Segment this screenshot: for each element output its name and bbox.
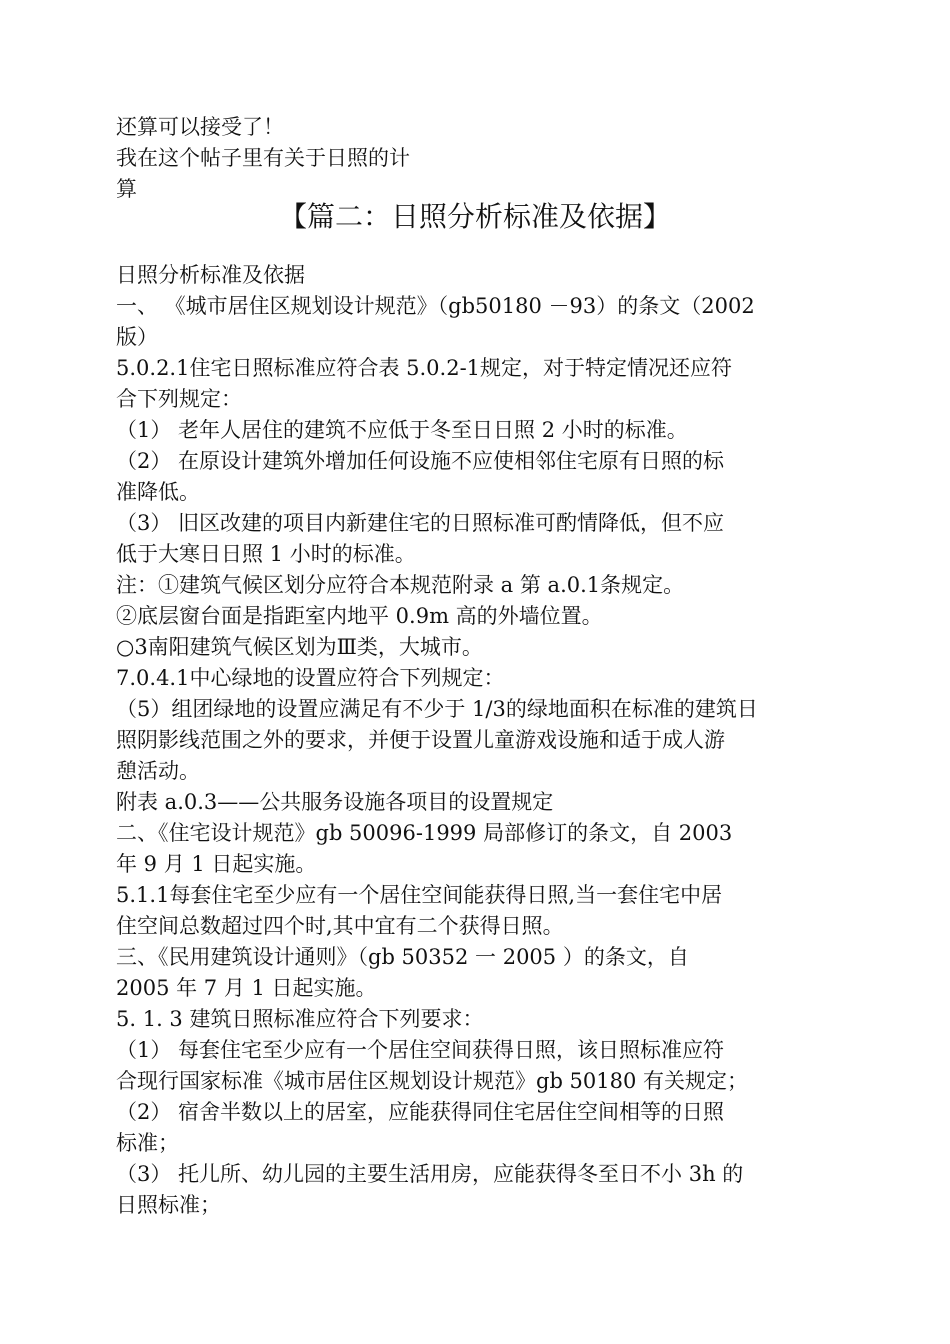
body-line: 注：①建筑气候区划分应符合本规范附录 a 第 a.0.1条规定。 (116, 573, 685, 597)
body-line: 二、《住宅设计规范》gb 50096-1999 局部修订的条文，自 2003 (116, 821, 733, 845)
body-line: 日照标准； (116, 1193, 221, 1217)
body-line: 准降低。 (116, 480, 200, 504)
body-line: 憩活动。 (116, 759, 200, 783)
intro-line-2: 我在这个帖子里有关于日照的计 (116, 146, 410, 170)
body-line: 低于大寒日日照 1 小时的标准。 (116, 542, 416, 566)
body-line: 合下列规定： (116, 387, 242, 411)
body-line: （1） 每套住宅至少应有一个居住空间获得日照，该日照标准应符 (116, 1038, 725, 1062)
body-line: 5.0.2.1住宅日照标准应符合表 5.0.2-1规定，对于特定情况还应符 (116, 356, 733, 380)
body-line: （5）组团绿地的设置应满足有不少于 1/3的绿地面积在标准的建筑日 (116, 697, 758, 721)
body-line: （2） 宿舍半数以上的居室，应能获得同住宅居住空间相等的日照 (116, 1100, 725, 1124)
body-line: 标准； (116, 1131, 179, 1155)
body-line: 住空间总数超过四个时,其中宜有二个获得日照。 (116, 914, 564, 938)
body-line: 附表 a.0.3——公共服务设施各项目的设置规定 (116, 790, 554, 814)
body-line: 三、《民用建筑设计通则》（gb 50352 一 2005 ）的条文，自 (116, 945, 689, 969)
body-line: （3） 旧区改建的项目内新建住宅的日照标准可酌情降低，但不应 (116, 511, 725, 535)
body-line: 版） (116, 325, 158, 349)
body-line: 合现行国家标准《城市居住区规划设计规范》gb 50180 有关规定； (116, 1069, 749, 1093)
intro-line-3: 算 (116, 177, 137, 201)
body-line: ②底层窗台面是指距室内地平 0.9m 高的外墙位置。 (116, 604, 603, 628)
section-title: 【篇二：日照分析标准及依据】 (278, 200, 671, 233)
body-line: 5. 1. 3 建筑日照标准应符合下列要求： (116, 1007, 484, 1031)
body-line: 5.1.1每套住宅至少应有一个居住空间能获得日照,当一套住宅中居 (116, 883, 723, 907)
body-line: （3） 托儿所、幼儿园的主要生活用房，应能获得冬至日不小 3h 的 (116, 1162, 744, 1186)
body-line: 7.0.4.1中心绿地的设置应符合下列规定： (116, 666, 505, 690)
body-line: 照阴影线范围之外的要求，并便于设置儿童游戏设施和适于成人游 (116, 728, 725, 752)
body-line: 年 9 月 1 日起实施。 (116, 852, 317, 876)
intro-line-1: 还算可以接受了！ (116, 115, 284, 139)
body-line: 一、 《城市居住区规划设计规范》（gb50180 －93）的条文（2002 (116, 294, 755, 318)
body-line: （2） 在原设计建筑外增加任何设施不应使相邻住宅原有日照的标 (116, 449, 725, 473)
body-line: 日照分析标准及依据 (116, 263, 305, 287)
body-line: ○3南阳建筑气候区划为Ⅲ类，大城市。 (116, 635, 483, 659)
body-line: 2005 年 7 月 1 日起实施。 (116, 976, 377, 1000)
body-line: （1） 老年人居住的建筑不应低于冬至日日照 2 小时的标准。 (116, 418, 688, 442)
